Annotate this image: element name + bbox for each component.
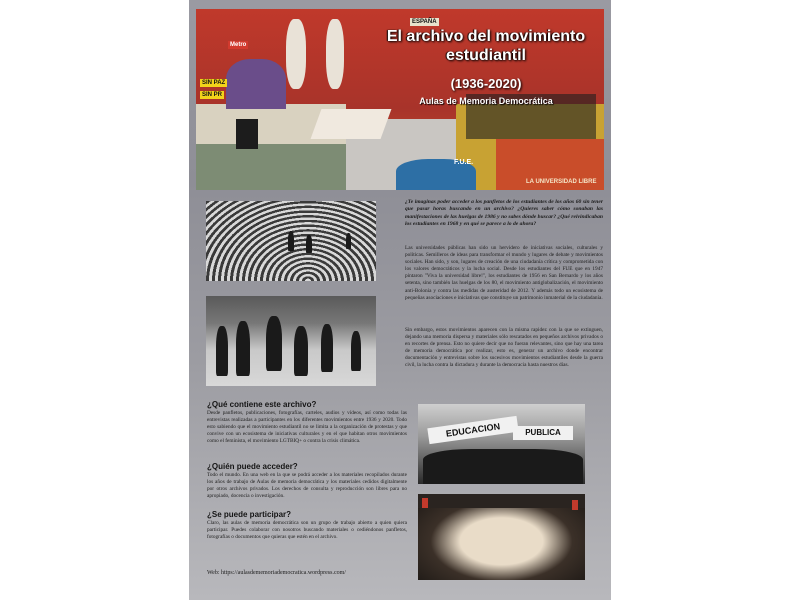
poster-years: (1936-2020): [450, 76, 522, 91]
poster-title: El archivo del movimiento estudiantil: [386, 28, 586, 64]
poster-subtitle: Aulas de Memoria Democrática: [419, 96, 553, 106]
mural-sign-metro: Metro: [230, 42, 247, 48]
section-heading-access: ¿Quién puede acceder?: [207, 462, 298, 471]
section-text-contents: Desde panfletos, publicaciones, fotografías, carteles, audios y vídeos, así como todas las entrevistas realizadas a participantes en los diferentes movimientos entre 1936 y 2020. Todo esto sabiendo que el movimiento estudiantil no se limita a la organización de protestas y que convive con un ecosistema de iniciativas culturales y en el que habitan otros movimientos como el feminista, el movimiento LGTBIQ+ o contra la crisis climática.: [207, 410, 407, 444]
photo-educacion-publica-march: [418, 404, 585, 484]
section-heading-participate: ¿Se puede participar?: [207, 510, 292, 519]
mural-sign-espana: ESPAÑA: [412, 19, 437, 25]
website-link[interactable]: Web: https://aulasdememoriademocratica.wordpress.com/: [207, 570, 346, 576]
body-paragraph-2: Sin embargo, estos movimientos aparecen con la misma rapidez con la que se extinguen, dejando una memoria dispersa y materiales sólo rescatados en pequeños archivos privados o en recortes de prensa. Esto no quiere decir que no fueran relevantes, sino que hay una tarea de memoria democrática por realizar, esto es, generar un archivo donde encontrar documentación y entrevistas sobre los sucesivos movimientos estudiantiles desde la guerra civil, la lucha contra la dictadura y durante la democracia hasta nuestros días.: [405, 327, 603, 369]
mural-sign-sin-pr: SIN PR: [202, 92, 223, 98]
section-text-participate: Claro, las aulas de memoria democrática son un grupo de trabajo abierto a quien quiera participar. Puedes colaborar con nosotros buscando materiales o cediéndonos panfletos, fotografías o documentos que quieras que estén en el archivo.: [207, 520, 407, 540]
intro-questions: ¿Te imaginas poder acceder a los panfletos de los estudiantes de los años 60 sin tener que pasar horas buscando en un archivo? ¿Quieres saber cómo sonaban las manifestaciones de las huelgas de 1986 y no sabes dónde buscar? ¿Qué reivindicaban los estudiantes en 1968 y en qué se parece a lo de ahora?: [405, 199, 603, 228]
banner-publica: PUBLICA: [513, 426, 573, 440]
photo-amphitheater: [206, 201, 376, 281]
section-heading-contents: ¿Qué contiene este archivo?: [207, 400, 317, 409]
mural-sign-universidad: LA UNIVERSIDAD LIBRE: [526, 179, 597, 185]
photo-assembly-circle: [418, 494, 585, 580]
banner-educacion: EDUCACION: [427, 416, 518, 444]
section-text-access: Todo el mundo. En una web en la que se podrá acceder a los materiales recopilados durante los años de trabajo de Aulas de memoria democrática y los materiales cedidos digitalmente por otros archivos privados. Los derechos de consulta y reproducción son libres para no apropiado, docencia o investigación.: [207, 472, 407, 499]
photo-protest-street: [206, 296, 376, 386]
poster: [189, 0, 611, 600]
mural-sign-fue: F.U.E.: [454, 159, 474, 166]
body-paragraph-1: Las universidades públicas han sido un hervidero de iniciativas sociales, culturales y políticas. Semilleros de ideas para transformar el mundo y lugares de debate y movimientos sociales. Han sido, y son, lugares de creación de una ciudadanía crítica y comprometida con los valores democráticos y la lucha social. Desde los estudiantes del FUE que en 1947 pintaron "Viva la universidad libre!", los estudiantes de 1956 en San Bernardo y los años setenta, sino también las huelgas de los 80, el movimiento antiglobalización, el movimiento anti-Bolonia y contra las medidas de austeridad de 2012. Y además todo un ecosistema de pequeñas asociaciones e iniciativas que constituye un patrimonio inmaterial de la ciudadanía.: [405, 245, 603, 301]
mural-banner: [196, 9, 604, 190]
mural-sign-sin-paz: SIN PAZ: [202, 80, 226, 86]
